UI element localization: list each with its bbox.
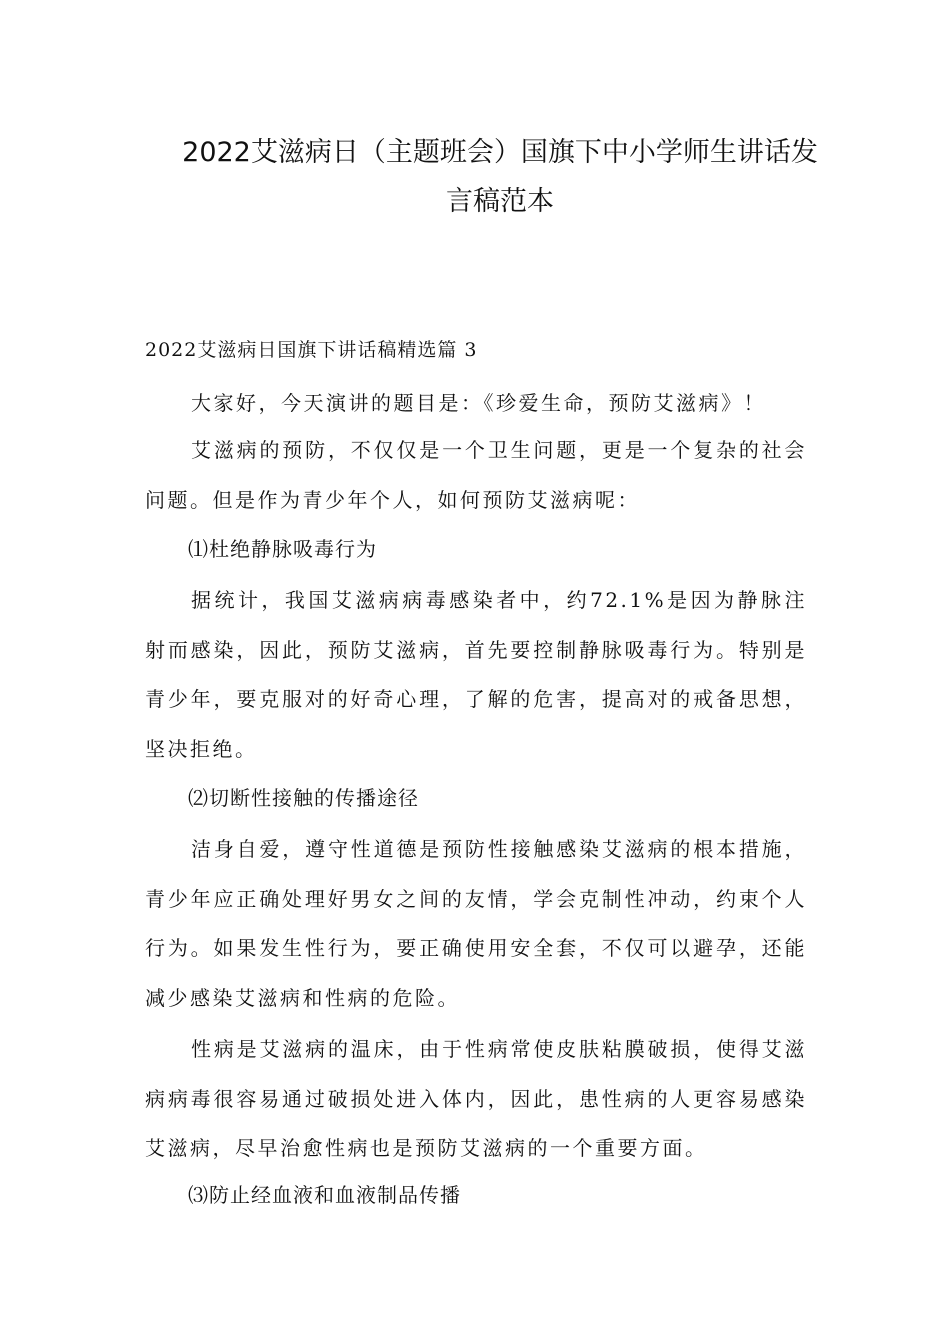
paragraph-intro: 艾滋病的预防，不仅仅是一个卫生问题，更是一个复杂的社会问题。但是作为青少年个人，如何预防艾滋病呢： (145, 438, 807, 512)
point-heading-1: ⑴杜绝静脉吸毒行为 (188, 537, 377, 561)
paragraph-drug-statistics: 据统计，我国艾滋病病毒感染者中，约72.1%是因为静脉注射而感染，因此，预防艾滋病，首先要控制静脉吸毒行为。特别是青少年，要克服对的好奇心理，了解的危害，提高对的戒备思想，坚决拒绝。 (145, 588, 807, 761)
document-title-line-2: 言稿范本 (446, 186, 554, 217)
paragraph-self-discipline: 洁身自爱，遵守性道德是预防性接触感染艾滋病的根本措施，青少年应正确处理好男女之间的友情，学会克制性冲动，约束个人行为。如果发生性行为，要正确使用安全套，不仅可以避孕，还能减少感染艾滋病和性病的危险。 (145, 837, 807, 1010)
paragraph-std-risk: 性病是艾滋病的温床，由于性病常使皮肤粘膜破损，使得艾滋病病毒很容易通过破损处进入体内，因此，患性病的人更容易感染艾滋病，尽早治愈性病也是预防艾滋病的一个重要方面。 (145, 1037, 807, 1160)
point-heading-2: ⑵切断性接触的传播途径 (188, 786, 419, 810)
point-heading-3: ⑶防止经血液和血液制品传播 (188, 1183, 461, 1207)
section-subtitle: 2022艾滋病日国旗下讲话稿精选篇 3 (145, 339, 478, 361)
document-title-line-1: 2022艾滋病日（主题班会）国旗下中小学师生讲话发 (182, 137, 818, 168)
paragraph-greeting: 大家好，今天演讲的题目是：《珍爱生命，预防艾滋病》！ (191, 391, 766, 415)
